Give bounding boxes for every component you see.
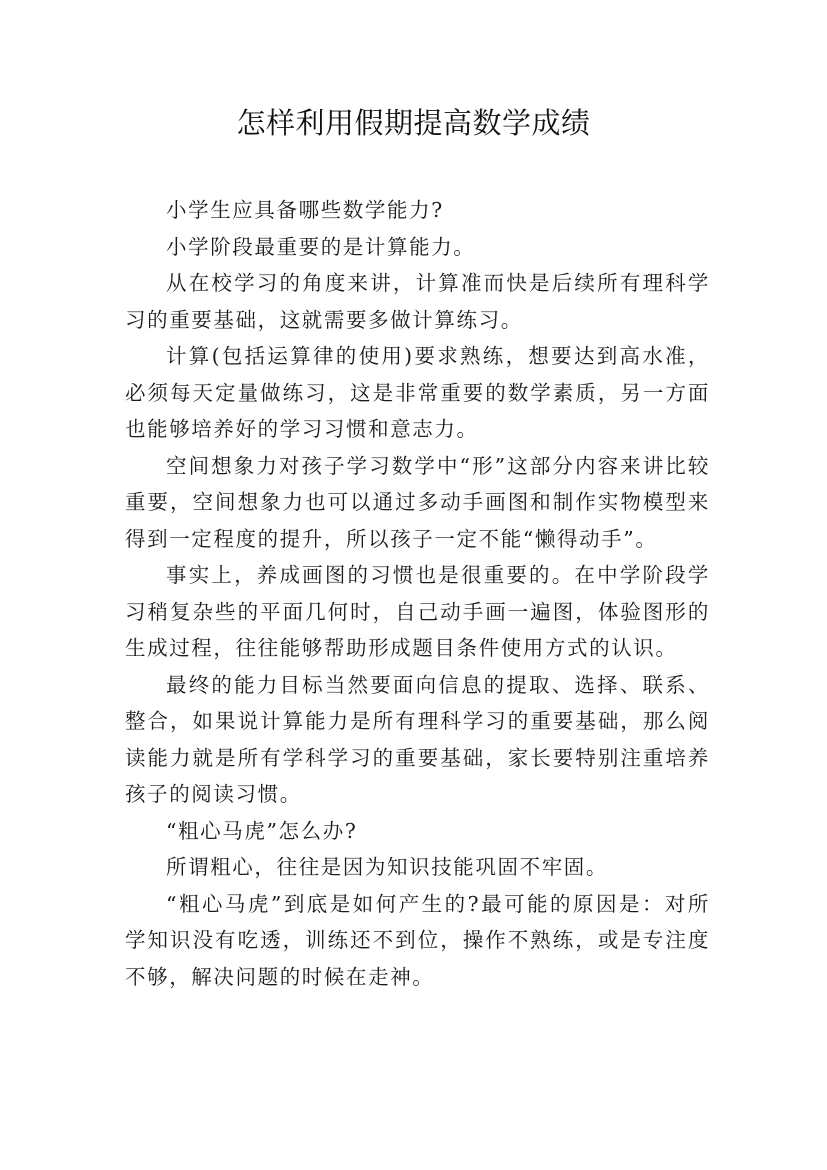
- paragraph-7: 最终的能力目标当然要面向信息的提取、选择、联系、整合，如果说计算能力是所有理科学习的重要基础，那么阅读能力就是所有学科学习的重要基础，家长要特别注重培养孩子的阅读习惯。: [125, 672, 710, 806]
- paragraph-6: 事实上，养成画图的习惯也是很重要的。在中学阶段学习稍复杂些的平面几何时，自己动手画一遍图，体验图形的生成过程，往往能够帮助形成题目条件使用方式的认识。: [125, 563, 710, 660]
- paragraph-1: 小学生应具备哪些数学能力?: [166, 198, 444, 222]
- paragraph-5: 空间想象力对孩子学习数学中“形”这部分内容来讲比较重要，空间想象力也可以通过多动手画图和制作实物模型来得到一定程度的提升，所以孩子一定不能“懒得动手”。: [125, 453, 710, 551]
- paragraph-9: 所谓粗心，往往是因为知识技能巩固不牢固。: [166, 855, 608, 879]
- paragraph-2: 小学阶段最重要的是计算能力。: [166, 234, 476, 259]
- paragraph-3: 从在校学习的角度来讲，计算准而快是后续所有理科学习的重要基础，这就需要多做计算练习。: [125, 271, 710, 332]
- paragraph-8: “粗心马虎”怎么办?: [166, 818, 358, 843]
- document-title: 怎样利用假期提高数学成绩: [236, 106, 591, 140]
- document-body: [125, 192, 710, 995]
- paragraph-10: “粗心马虎”到底是如何产生的?最可能的原因是：对所学知识没有吃透，训练还不到位，操作不熟练，或是专注度不够，解决问题的时候在走神。: [125, 891, 710, 989]
- paragraph-4: 计算(包括运算律的使用)要求熟练，想要达到高水准，必须每天定量做练习，这是非常重要的数学素质，另一方面也能够培养好的学习习惯和意志力。: [125, 344, 710, 441]
